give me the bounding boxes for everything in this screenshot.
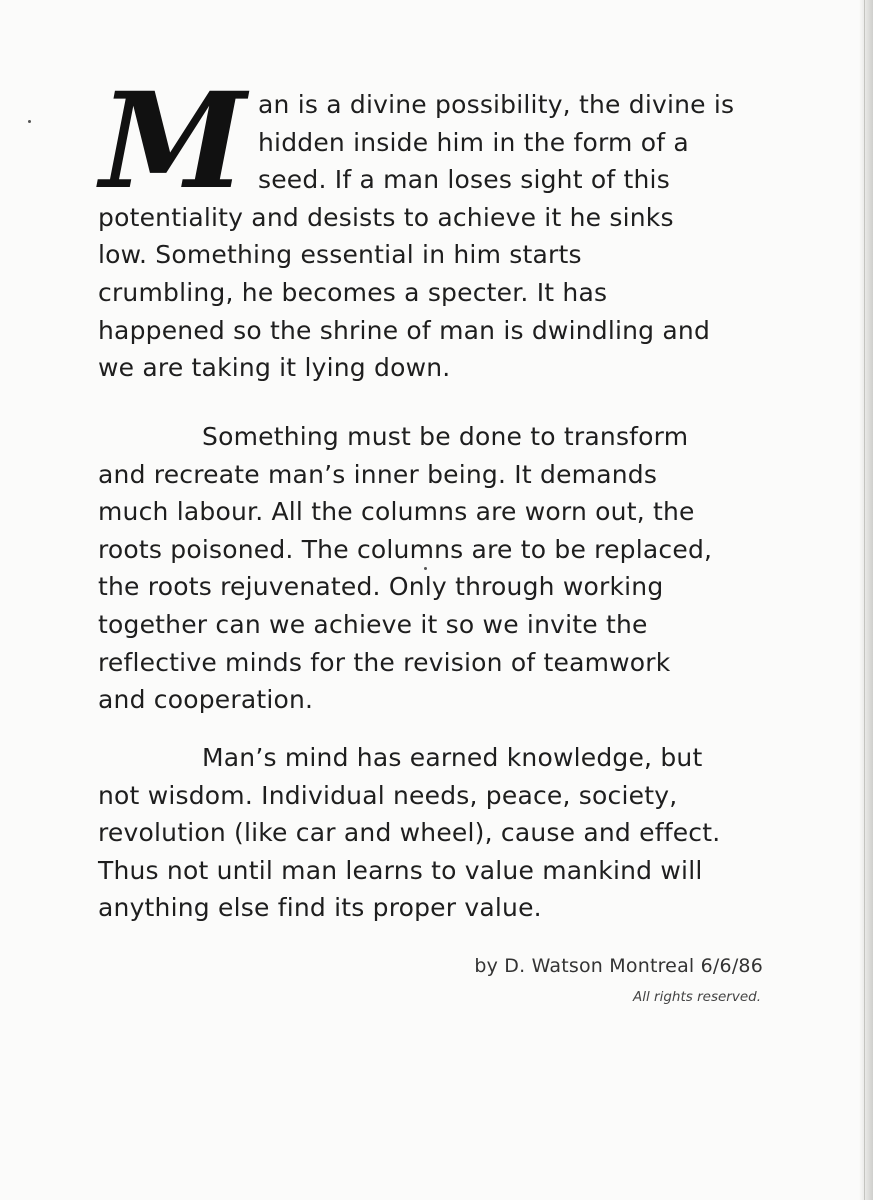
text-line: and cooperation. [98,685,314,715]
text-line: hidden inside him in the form of a [258,127,689,157]
text-line: not wisdom. Individual needs, peace, society, [98,780,678,810]
page-edge-shadow [859,0,873,1200]
text-line: seed. If a man loses sight of this [258,165,670,195]
text-line: anything else find its proper value. [98,893,542,923]
scan-speck [28,120,31,123]
text-line: Thus not until man learns to value mankind will [98,855,703,885]
text-line: roots poisoned. The columns are to be replaced, [98,534,713,564]
text-line: the roots rejuvenated. Only through working [98,572,664,602]
text-line: an is a divine possibility, the divine is [258,90,735,119]
text-line: crumbling, he becomes a specter. It has [98,277,608,307]
text-line: revolution (like car and wheel), cause and effect. [98,818,721,848]
text-line: Something must be done to transform [202,422,689,451]
text-line: happened so the shrine of man is dwindling and [98,315,711,345]
page-edge-line [864,0,865,1200]
text-line: Man’s mind has earned knowledge, but [202,743,703,772]
copyright-notice: All rights reserved. [633,989,761,1005]
paragraph-3 [98,739,758,927]
text-line: reflective minds for the revision of teamwork [98,647,671,677]
text-line: potentiality and desists to achieve it he sinks [98,202,674,232]
text-line: much labour. All the columns are worn out, the [98,497,695,527]
paragraph-1 [98,86,758,387]
drop-cap-letter: M [100,64,241,219]
author-signature: by D. Watson Montreal 6/6/86 [474,955,763,977]
paragraph-2 [98,418,758,719]
text-line: low. Something essential in him starts [98,240,582,270]
text-line: and recreate man’s inner being. It demands [98,459,658,489]
text-line: together can we achieve it so we invite the [98,609,648,639]
text-line: we are taking it lying down. [98,353,451,383]
